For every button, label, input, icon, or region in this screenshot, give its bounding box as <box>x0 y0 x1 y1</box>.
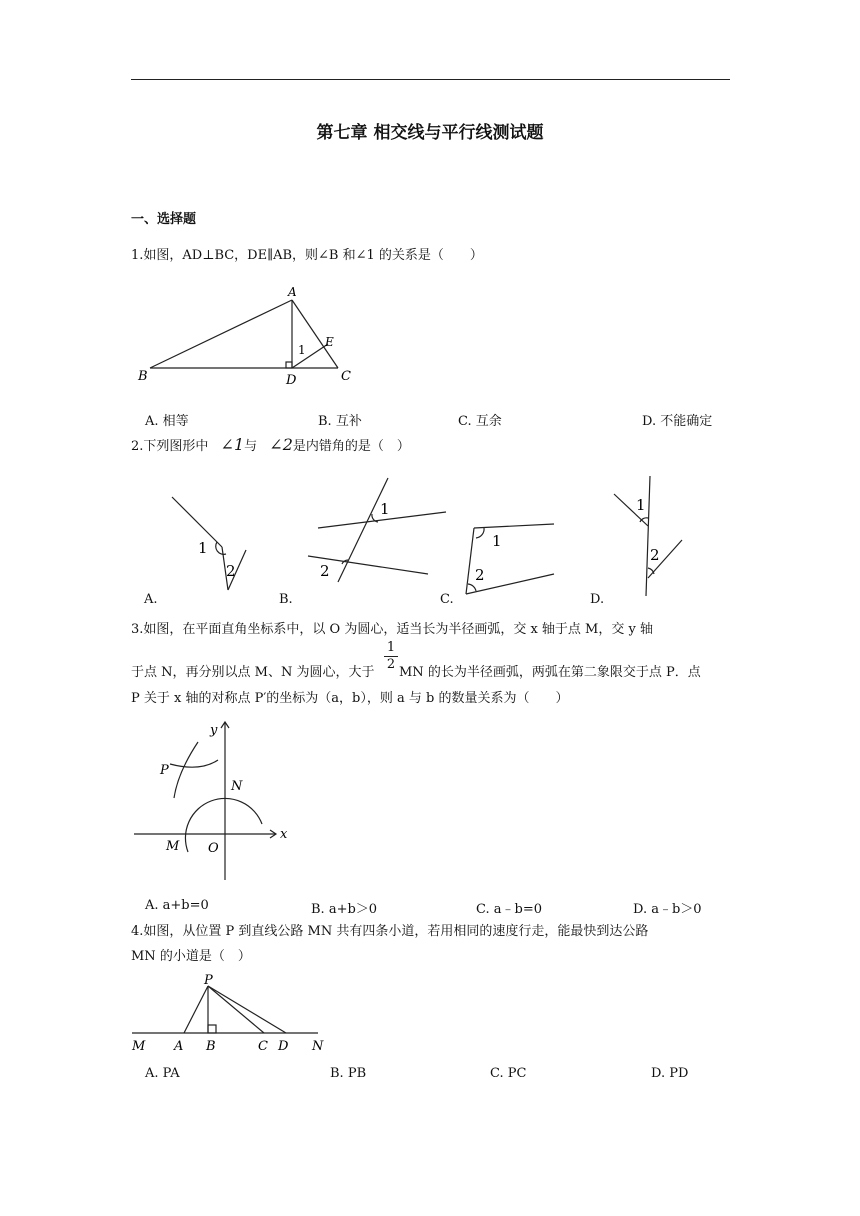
header-rule <box>131 79 730 80</box>
q2-fig-c-label-2: 2 <box>475 566 485 584</box>
question-2-stem <box>131 434 410 458</box>
q3-option-c: C. a﹣b=0 <box>476 902 542 917</box>
q1-triangle-figure <box>130 280 390 390</box>
q3-label-x: x <box>280 827 288 842</box>
q4-option-a: A. PA <box>145 1066 180 1081</box>
q3-fraction-numerator: 1 <box>386 640 396 655</box>
q4-option-d: D. PD <box>651 1066 689 1081</box>
q2-stem-mid: 与 <box>244 439 258 454</box>
q2-angle-2-symbol: ∠2 <box>269 435 293 454</box>
q2-fig-b-label-1: 1 <box>380 500 390 518</box>
q3-option-d: D. a﹣b＞0 <box>633 902 702 917</box>
q3-fraction <box>384 640 398 673</box>
section-heading: 一、选择题 <box>131 212 197 227</box>
q1-label-e: E <box>325 335 334 349</box>
q1-option-a: A. 相等 <box>145 414 189 429</box>
q2-stem-post: 是内错角的是（ ） <box>292 439 410 454</box>
question-1-stem: 1.如图，AD⊥BC，DE∥AB，则∠B 和∠1 的关系是（ ） <box>131 248 483 263</box>
q1-option-d: D. 不能确定 <box>642 414 713 429</box>
q2-fig-a-label-1: 1 <box>198 539 208 557</box>
q3-fraction-denominator: 2 <box>384 656 398 673</box>
q4-label-p: P <box>204 973 213 988</box>
q3-label-y: y <box>210 723 218 738</box>
q3-option-b: B. a+b＞0 <box>311 902 378 917</box>
q2-fig-d-label-1: 1 <box>636 496 646 514</box>
q3-coordinate-figure <box>130 712 330 887</box>
q1-option-b: B. 互补 <box>318 414 362 429</box>
q1-option-c: C. 互余 <box>458 414 502 429</box>
q2-option-c: C. <box>440 592 454 607</box>
q1-label-c: C <box>341 369 351 384</box>
q2-fig-b-label-2: 2 <box>320 562 330 580</box>
q4-label-b: B <box>206 1039 216 1054</box>
q4-label-c: C <box>258 1039 268 1054</box>
question-4-line-1: 4.如图，从位置 P 到直线公路 MN 共有四条小道，若用相同的速度行走，能最快到达公路 <box>131 924 649 939</box>
q2-fig-a-label-2: 2 <box>226 562 236 580</box>
page-title: 第七章 相交线与平行线测试题 <box>316 123 544 143</box>
q4-option-b: B. PB <box>330 1066 367 1081</box>
q1-label-d: D <box>286 373 297 388</box>
q1-label-a: A <box>288 285 297 299</box>
q1-label-b: B <box>138 369 148 384</box>
q2-option-b: B. <box>279 592 293 607</box>
q3-label-p: P <box>160 763 169 778</box>
q4-label-m: M <box>132 1039 146 1054</box>
q3-line-2-pre: 于点 N，再分别以点 M、N 为圆心，大于 <box>131 665 375 680</box>
q3-line-2-post: MN 的长为半径画弧，两弧在第二象限交于点 P．点 <box>399 665 701 680</box>
question-4-line-2: MN 的小道是（ ） <box>131 949 251 964</box>
q3-option-a: A. a+b=0 <box>145 898 209 913</box>
q3-label-o: O <box>208 841 219 856</box>
q3-label-n: N <box>231 779 243 794</box>
q2-fig-c-label-1: 1 <box>492 532 502 550</box>
q1-angle-label-1: 1 <box>298 343 306 357</box>
q4-label-n: N <box>312 1039 324 1054</box>
q2-angle-1-symbol: ∠1 <box>220 435 245 454</box>
q4-label-a: A <box>174 1039 184 1054</box>
q4-option-c: C. PC <box>490 1066 527 1081</box>
q2-fig-d-label-2: 2 <box>650 546 660 564</box>
q4-label-d: D <box>278 1039 289 1054</box>
q4-path-figure <box>128 968 338 1058</box>
q2-option-a: A. <box>144 592 158 607</box>
question-3-line-3: P 关于 x 轴的对称点 P′的坐标为（a，b），则 a 与 b 的数量关系为（ ） <box>131 691 569 706</box>
q3-label-m: M <box>166 839 180 854</box>
q2-option-d: D. <box>590 592 605 607</box>
question-3-line-1: 3.如图，在平面直角坐标系中，以 O 为圆心，适当长为半径画弧，交 x 轴于点 M，交 y 轴 <box>131 622 653 637</box>
q2-figures <box>140 470 700 605</box>
q2-stem-pre: 2.下列图形中 <box>131 439 209 454</box>
question-3-line-2 <box>131 662 374 684</box>
